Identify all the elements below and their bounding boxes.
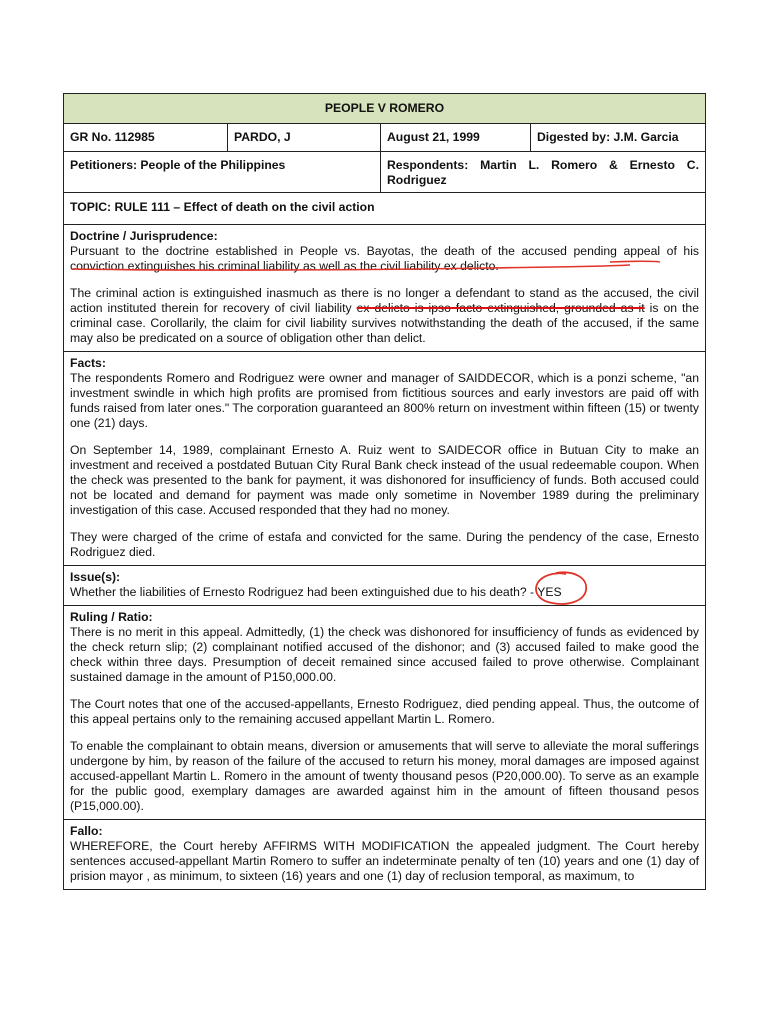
doctrine-section (64, 225, 706, 352)
petitioners: Petitioners: People of the Philippines (64, 152, 381, 193)
fallo-text: WHEREFORE, the Court hereby AFFIRMS WITH MODIFICATION the appealed judgment. The Court hereby sentences accused-appellant Martin Romero to suffer an indeterminate penalty of ten (10) years and one (1) day of prision mayor , as minimum, to sixteen (16) years and one (1) day of reclusion temporal, as maximum, to (70, 839, 699, 883)
issues-heading: Issue(s): (70, 570, 121, 584)
decision-date: August 21, 1999 (381, 124, 531, 152)
facts-heading: Facts: (70, 356, 106, 370)
topic (64, 193, 706, 225)
facts-paragraph-1: The respondents Romero and Rodriguez were owner and manager of SAIDDECOR, which is a ponzi scheme, "an investment swindle in which high profits are promised from fictitious sources and early investors are paid off with funds raised from later ones." The corporation guaranteed an 800% return on investment within fifteen (15) or twenty one (21) days. (70, 371, 699, 430)
digested-by: Digested by: J.M. Garcia (531, 124, 706, 152)
ponente: PARDO, J (228, 124, 381, 152)
topic-text: Effect of death on the civil action (183, 200, 375, 214)
doctrine-heading: Doctrine / Jurisprudence: (70, 229, 218, 243)
topic-label: TOPIC: RULE 111 (70, 200, 171, 214)
ruling-paragraph-3: To enable the complainant to obtain means, diversion or amusements that will serve to alleviate the moral sufferings undergone by him, by reason of the failure of the accused to return his money, moral damages are imposed against accused-appellant Martin L. Romero in the amount of twenty thousand pesos (P20,000.00). To serve as an example for the public good, exemplary damages are awarded against him in the amount of fifteen thousand pesos (P15,000.00). (70, 739, 699, 813)
issues-section (64, 566, 706, 606)
facts-paragraph-2: On September 14, 1989, complainant Ernesto A. Ruiz went to SAIDECOR office in Butuan City to make an investment and received a postdated Butuan City Rural Bank check instead of the usual redeemable coupon. When the check was presented to the bank for payment, it was dishonored for insufficiency of funds. Both accused could not be located and demand for payment was made only sometime in November 1989 during the preliminary investigation of this case. Accused responded that they had no money. (70, 443, 699, 517)
fallo-section (64, 820, 706, 890)
case-title: PEOPLE V ROMERO (64, 94, 706, 124)
doctrine-paragraph-2 (70, 286, 699, 346)
fallo-heading: Fallo: (70, 824, 103, 838)
doctrine-paragraph-1-text: Pursuant to the doctrine established in People vs. Bayotas, the death of the accused pending appeal of his conviction extinguishes his criminal liability as well as the civil liability ex delicto. (70, 244, 699, 273)
doctrine-paragraph-1 (70, 244, 699, 274)
facts-paragraph-3: They were charged of the crime of estafa and convicted for the same. During the pendency of the case, Ernesto Rodriguez died. (70, 530, 699, 559)
respondents: Respondents: Martin L. Romero & Ernesto C. Rodriguez (381, 152, 706, 193)
doctrine-strikethrough-text: ex delicto is ipso facto extinguished, grounded as it (356, 301, 645, 315)
doctrine-paragraph-2-text-b: is on the criminal case. Corollarily, the claim for civil liability survives notwithstanding the death of the accused, if the same may also be predicated on a source of obligation other than delict. (70, 301, 699, 345)
ruling-paragraph-1: There is no merit in this appeal. Admittedly, (1) the check was dishonored for insufficiency of funds as evidenced by the check return slip; (2) complainant notified accused of the dishonor; and (3) accused failed to make good the check within three days. Presumption of deceit remained since accused failed to prove otherwise. Complainant sustained damage in the amount of P150,000.00. (70, 625, 699, 684)
topic-dash: – (170, 200, 184, 214)
ruling-paragraph-2: The Court notes that one of the accused-appellants, Ernesto Rodriguez, died pending appeal. Thus, the outcome of this appeal pertains only to the remaining accused appellant Martin L. Romero. (70, 697, 699, 726)
doctrine-paragraph-2-text-a: The criminal action is extinguished inasmuch as there is no longer a defendant to stand as the accused, the civil action instituted therein for recovery of civil liability (70, 286, 699, 315)
case-digest-table (63, 93, 706, 890)
facts-section (64, 352, 706, 566)
issues-text: Whether the liabilities of Ernesto Rodriguez had been extinguished due to his death? - YES (70, 585, 562, 599)
case-digest-page (63, 93, 705, 890)
ruling-section (64, 606, 706, 820)
gr-number: GR No. 112985 (64, 124, 228, 152)
ruling-heading: Ruling / Ratio: (70, 610, 153, 624)
